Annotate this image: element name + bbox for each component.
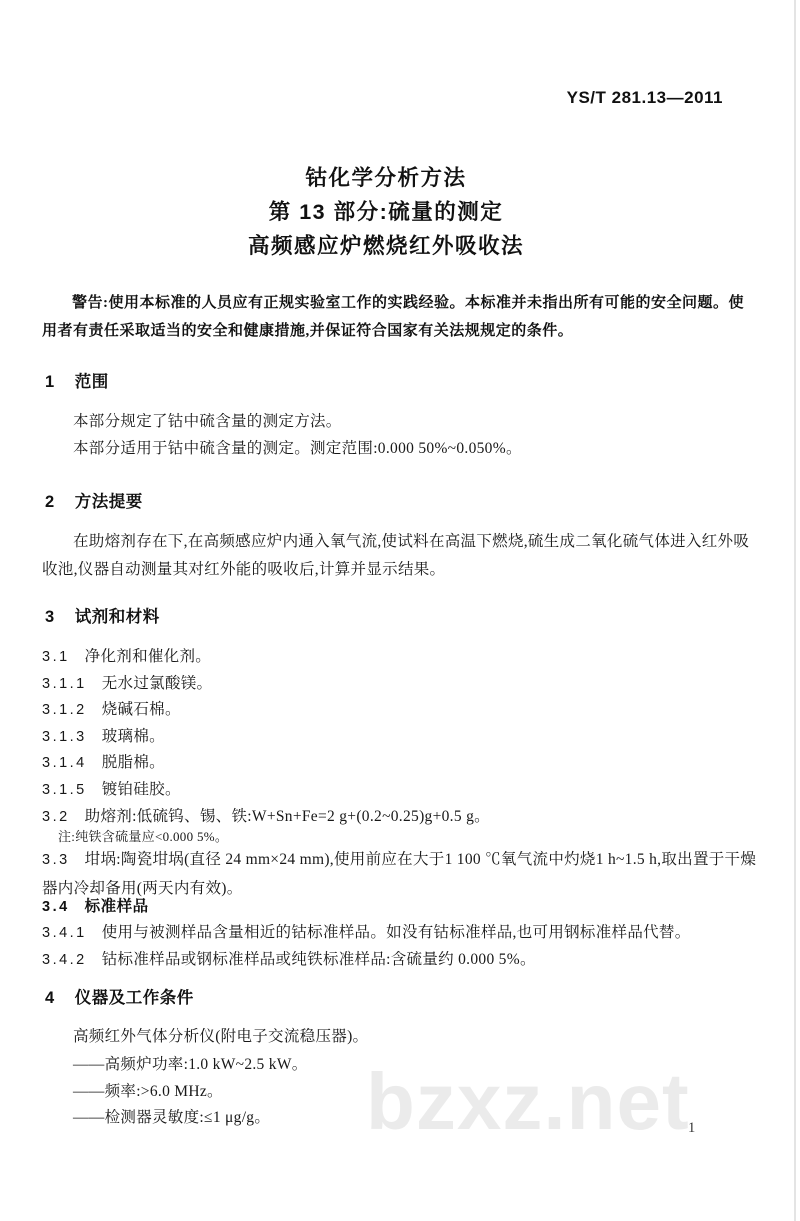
section-4-heading — [45, 984, 194, 1008]
clause-3-4-2-text: 钴标准样品或钢标准样品或纯铁标准样品:含硫量约 0.000 5%。 — [101, 951, 536, 968]
clause-3-1-2 — [42, 697, 760, 724]
clause-3-3-number: 3.3 — [42, 852, 70, 868]
clause-3-1-4-text: 脱脂棉。 — [101, 754, 165, 772]
title-line-1: 钴化学分析方法 — [305, 166, 467, 190]
reagent-clause-list — [42, 644, 760, 830]
standard-number: YS/T 281.13—2011 — [566, 88, 723, 107]
section-2-number: 2 — [45, 493, 55, 511]
clause-3-1-2-text: 烧碱石棉。 — [101, 701, 181, 719]
clause-3-4-1-number: 3.4.1 — [42, 925, 87, 941]
clause-3-1-1-text: 无水过氯酸镁。 — [101, 674, 213, 692]
clause-3-1-text: 净化剂和催化剂。 — [84, 648, 212, 665]
clause-3-4-1-text: 使用与被测样品含量相近的钴标准样品。如没有钴标准样品,也可用钢标准样品代替。 — [101, 924, 691, 941]
method-paragraph: 在助熔剂存在下,在高频感应炉内通入氧气流,使试料在高温下燃烧,硫生成二氧化硫气体进入红外吸收池,仪器自动测量其对红外能的吸收后,计算并显示结果。 — [42, 533, 750, 578]
section-2-heading — [45, 488, 143, 512]
clause-3-1-3-number: 3.1.3 — [42, 728, 87, 745]
apparatus-item-sensitivity: ——检测器灵敏度:≤1 μg/g。 — [73, 1109, 271, 1126]
clause-3-1-3 — [42, 724, 760, 751]
clause-3-1-4 — [42, 750, 760, 777]
clause-3-2-number: 3.2 — [42, 808, 70, 825]
clause-3-4-2 — [42, 946, 762, 975]
clause-3-1-number: 3.1 — [42, 649, 70, 665]
clause-3-1-2-number: 3.1.2 — [42, 702, 87, 719]
clause-3-3 — [42, 846, 762, 902]
clause-3-1-4-number: 3.1.4 — [42, 755, 87, 772]
scan-edge-line — [794, 0, 796, 1221]
apparatus-intro: 高频红外气体分析仪(附电子交流稳压器)。 — [73, 1028, 369, 1045]
apparatus-item-frequency: ——频率:>6.0 MHz。 — [73, 1083, 223, 1100]
clause-3-1-1 — [42, 671, 760, 698]
section-1-title: 范围 — [74, 373, 109, 391]
scope-paragraph-2: 本部分适用于钴中硫含量的测定。测定范围:0.000 50%~0.050%。 — [73, 440, 522, 457]
page-number: 1 — [688, 1120, 696, 1136]
clause-3-1-5 — [42, 777, 760, 804]
clause-3-2-text: 助熔剂:低硫钨、锡、铁:W+Sn+Fe=2 g+(0.2~0.25)g+0.5 g。 — [84, 807, 490, 825]
clause-3-1-5-number: 3.1.5 — [42, 781, 87, 798]
document-title — [0, 161, 772, 263]
section-1-heading — [45, 368, 109, 392]
title-line-2: 第 13 部分:硫量的测定 — [268, 200, 504, 224]
clause-3-1-5-text: 镀铂硅胶。 — [101, 780, 181, 798]
clause-3-1-1-number: 3.1.1 — [42, 675, 87, 692]
clause-3-4-2-number: 3.4.2 — [42, 952, 87, 968]
note-iron-sulfur: 注:纯铁含硫量应<0.000 5%。 — [58, 829, 229, 844]
clause-3-3-text: 坩埚:陶瓷坩埚(直径 24 mm×24 mm),使用前应在大于1 100 ℃氧气流中灼烧1 h~1.5 h,取出置于干燥器内冷却备用(两天内有效)。 — [42, 851, 757, 897]
section-3-heading — [45, 603, 160, 627]
section-4-title: 仪器及工作条件 — [74, 989, 194, 1007]
section-1-number: 1 — [45, 373, 55, 391]
clause-3-4-1 — [42, 919, 762, 948]
warning-paragraph: 警告:使用本标准的人员应有正规实验室工作的实践经验。本标准并未指出所有可能的安全问题。使用者有责任采取适当的安全和健康措施,并保证符合国家有关法规规定的条件。 — [42, 295, 744, 339]
section-3-number: 3 — [45, 608, 55, 626]
watermark: bzxz.net — [366, 1057, 690, 1146]
title-line-3: 高频感应炉燃烧红外吸收法 — [247, 234, 524, 258]
clause-3-1 — [42, 644, 760, 671]
clause-3-4-title: 标准样品 — [84, 898, 149, 915]
clause-3-4-heading — [42, 894, 149, 916]
scope-paragraph-1: 本部分规定了钴中硫含量的测定方法。 — [73, 413, 342, 430]
clause-3-4-number: 3.4 — [42, 899, 70, 915]
section-3-title: 试剂和材料 — [74, 608, 160, 626]
apparatus-item-power: ——高频炉功率:1.0 kW~2.5 kW。 — [73, 1056, 308, 1073]
section-2-title: 方法提要 — [74, 493, 143, 511]
clause-3-1-3-text: 玻璃棉。 — [101, 727, 165, 745]
section-4-number: 4 — [45, 989, 55, 1007]
